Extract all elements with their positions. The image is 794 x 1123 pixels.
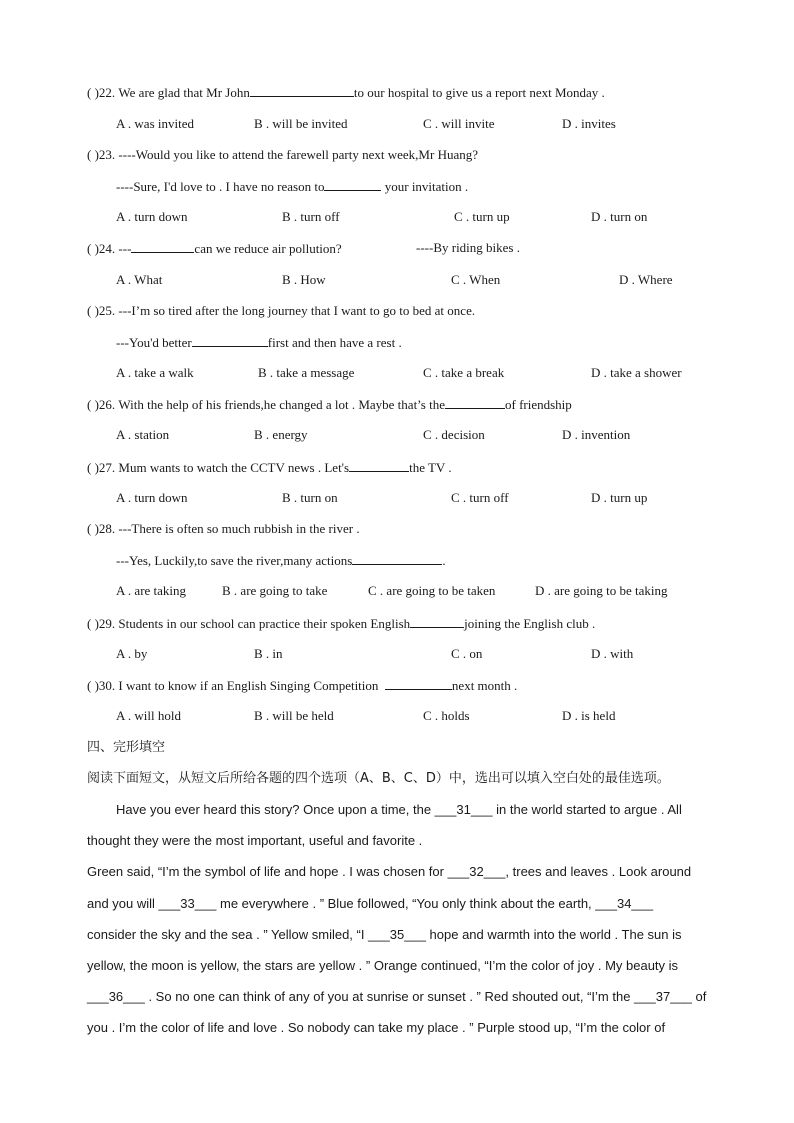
question-stem-end: the TV . bbox=[409, 460, 452, 475]
question-stem-end: joining the English club . bbox=[464, 616, 596, 631]
question-stem: --- bbox=[118, 241, 132, 256]
answer-paren[interactable]: ( ) bbox=[87, 147, 99, 162]
reply-text: ---You'd better bbox=[116, 335, 192, 350]
question-number: 22 bbox=[98, 85, 112, 100]
question-stem: I want to know if an English Singing Competition bbox=[118, 678, 379, 693]
option-b[interactable]: B . turn off bbox=[282, 209, 340, 224]
option-d[interactable]: D . are going to be taking bbox=[535, 583, 668, 598]
option-c[interactable]: C . holds bbox=[423, 708, 470, 723]
question-number: 29 bbox=[98, 616, 112, 631]
reply-text-end: your invitation . bbox=[384, 179, 469, 194]
option-c[interactable]: C . take a break bbox=[423, 365, 505, 380]
question-stem-end: to our hospital to give us a report next Monday . bbox=[353, 85, 605, 100]
option-a[interactable]: A . station bbox=[116, 427, 170, 442]
option-d[interactable]: D . Where bbox=[619, 272, 673, 287]
option-d[interactable]: D . turn up bbox=[591, 490, 648, 505]
question-number: 25 bbox=[98, 303, 112, 318]
question-28-reply bbox=[116, 552, 446, 569]
question-stem: Students in our school can practice their spoken English bbox=[118, 616, 411, 631]
question-29: ( )29. Students in our school can practice their spoken English joining the English club . bbox=[87, 616, 596, 631]
option-d[interactable]: D . is held bbox=[562, 708, 616, 723]
answer-blank[interactable] bbox=[324, 178, 381, 191]
answer-paren[interactable]: ( ) bbox=[87, 678, 99, 693]
question-24: ( )24. --- can we reduce air pollution? bbox=[87, 241, 342, 256]
section-instruction: 阅读下面短文，从短文后所给各题的四个选项（A、B、C、D）中，选出可以填入空白处的最佳选项。 bbox=[87, 771, 670, 786]
passage-line: ___36___ . So no one can think of any of you at sunrise or sunset . ” Red shouted out, “I’m the ___37___ of bbox=[87, 989, 707, 1004]
question-stem: With the help of his friends,he changed a lot . Maybe that’s the bbox=[118, 397, 445, 412]
question-stem: We are glad that Mr John bbox=[118, 85, 250, 100]
reply-text: ---Yes, Luckily,to save the river,many actions bbox=[116, 553, 353, 568]
reply-text-end: first and then have a rest . bbox=[267, 335, 402, 350]
question-stem: ----Would you like to attend the farewell party next week,Mr Huang? bbox=[118, 147, 478, 162]
answer-paren[interactable]: ( ) bbox=[87, 460, 99, 475]
question-stem-end: next month . bbox=[451, 678, 518, 693]
question-number: 28 bbox=[98, 521, 112, 536]
question-30: ( )30. I want to know if an English Singing Competition next month . bbox=[87, 678, 518, 693]
reply-text-end: . bbox=[442, 553, 446, 568]
option-a[interactable]: A . was invited bbox=[116, 116, 194, 131]
option-d[interactable]: D . with bbox=[591, 646, 634, 661]
answer-blank[interactable] bbox=[385, 677, 452, 690]
question-number: 24 bbox=[98, 241, 112, 256]
answer-blank[interactable] bbox=[352, 552, 442, 565]
answer-blank[interactable] bbox=[445, 396, 505, 409]
passage-line: Green said, “I’m the symbol of life and hope . I was chosen for ___32___, trees and leaves . Look around bbox=[87, 864, 692, 879]
question-stem-end: can we reduce air pollution? bbox=[194, 241, 342, 256]
question-number: 30 bbox=[98, 678, 112, 693]
option-c[interactable]: C . When bbox=[451, 272, 501, 287]
answer-paren[interactable]: ( ) bbox=[87, 85, 99, 100]
answer-paren[interactable]: ( ) bbox=[87, 616, 99, 631]
reply-text: ----Sure, I'd love to . I have no reason to bbox=[116, 179, 325, 194]
section-title: 四、完形填空 bbox=[87, 740, 166, 755]
passage-line: you . I’m the color of life and love . So nobody can take my place . ” Purple stood up, “I’m the color of bbox=[87, 1020, 666, 1035]
passage-line: Have you ever heard this story? Once upon a time, the ___31___ in the world started to argue . All bbox=[116, 802, 682, 817]
answer-blank[interactable] bbox=[349, 459, 409, 472]
question-stem: ---There is often so much rubbish in the river . bbox=[118, 521, 360, 536]
option-c[interactable]: C . decision bbox=[423, 427, 485, 442]
option-b[interactable]: B . take a message bbox=[258, 365, 355, 380]
option-d[interactable]: D . invention bbox=[562, 427, 631, 442]
option-b[interactable]: B . will be held bbox=[254, 708, 334, 723]
option-b[interactable]: B . turn on bbox=[282, 490, 338, 505]
answer-paren[interactable]: ( ) bbox=[87, 521, 99, 536]
option-a[interactable]: A . turn down bbox=[116, 209, 188, 224]
question-22: ( )22. We are glad that Mr John to our hospital to give us a report next Monday . bbox=[87, 85, 605, 100]
passage-line: consider the sky and the sea . ” Yellow smiled, “I ___35___ hope and warmth into the world . The sun is bbox=[87, 927, 682, 942]
question-28: ( )28. ---There is often so much rubbish in the river . bbox=[87, 521, 360, 536]
question-24-reply: ----By riding bikes . bbox=[416, 240, 520, 255]
answer-paren[interactable]: ( ) bbox=[87, 303, 99, 318]
option-d[interactable]: D . take a shower bbox=[591, 365, 682, 380]
option-b[interactable]: B . will be invited bbox=[254, 116, 348, 131]
question-stem: ---I’m so tired after the long journey that I want to go to bed at once. bbox=[118, 303, 476, 318]
option-a[interactable]: A . will hold bbox=[116, 708, 182, 723]
passage-line: thought they were the most important, useful and favorite . bbox=[87, 833, 423, 848]
option-a[interactable]: A . turn down bbox=[116, 490, 188, 505]
option-d[interactable]: D . invites bbox=[562, 116, 616, 131]
passage-line: yellow, the moon is yellow, the stars are yellow . ” Orange continued, “I’m the color of joy . My beauty is bbox=[87, 958, 679, 973]
question-26: ( )26. With the help of his friends,he changed a lot . Maybe that’s the of friendship bbox=[87, 397, 572, 412]
option-b[interactable]: B . in bbox=[254, 646, 283, 661]
option-c[interactable]: C . on bbox=[451, 646, 483, 661]
option-b[interactable]: B . How bbox=[282, 272, 326, 287]
option-b[interactable]: B . energy bbox=[254, 427, 308, 442]
answer-paren[interactable]: ( ) bbox=[87, 241, 99, 256]
option-a[interactable]: A . take a walk bbox=[116, 365, 194, 380]
question-number: 23 bbox=[98, 147, 112, 162]
option-c[interactable]: C . are going to be taken bbox=[368, 583, 496, 598]
question-25-reply bbox=[116, 334, 402, 351]
answer-blank[interactable] bbox=[131, 240, 194, 253]
option-a[interactable]: A . by bbox=[116, 646, 148, 661]
question-25: ( )25. ---I’m so tired after the long journey that I want to go to bed at once. bbox=[87, 303, 476, 318]
option-b[interactable]: B . are going to take bbox=[222, 583, 328, 598]
option-c[interactable]: C . turn up bbox=[454, 209, 510, 224]
answer-blank[interactable] bbox=[192, 334, 268, 347]
option-d[interactable]: D . turn on bbox=[591, 209, 648, 224]
question-23-reply bbox=[116, 178, 468, 195]
answer-blank[interactable] bbox=[410, 615, 464, 628]
question-23: ( )23. ----Would you like to attend the farewell party next week,Mr Huang? bbox=[87, 147, 478, 162]
option-c[interactable]: C . will invite bbox=[423, 116, 495, 131]
option-c[interactable]: C . turn off bbox=[451, 490, 509, 505]
question-stem: Mum wants to watch the CCTV news . Let's bbox=[118, 460, 350, 475]
question-number: 27 bbox=[98, 460, 112, 475]
question-stem-end: of friendship bbox=[504, 397, 572, 412]
answer-blank[interactable] bbox=[250, 84, 354, 97]
option-a[interactable]: A . What bbox=[116, 272, 163, 287]
option-a[interactable]: A . are taking bbox=[116, 583, 187, 598]
passage-line: and you will ___33___ me everywhere . ” Blue followed, “You only think about the earth, ___34___ bbox=[87, 896, 654, 911]
answer-paren[interactable]: ( ) bbox=[87, 397, 99, 412]
question-number: 26 bbox=[98, 397, 112, 412]
question-27: ( )27. Mum wants to watch the CCTV news . Let's the TV . bbox=[87, 460, 452, 475]
